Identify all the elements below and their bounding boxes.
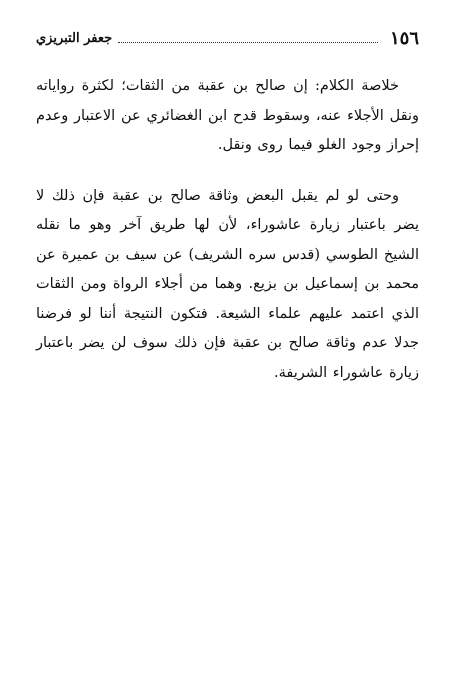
paragraph-conclusion: خلاصة الكلام: إن صالح بن عقبة من الثقات؛ لكثرة رواياته ونقل الأجلاء عنه، وسقوط قدح ابن الغضائري عن الاعتبار وعدم إحراز وجود الغلو فيما روى ونقل. — [36, 78, 419, 153]
header-dotted-leader — [118, 42, 378, 43]
body-text — [36, 72, 419, 388]
page-header — [36, 24, 419, 52]
paragraph-alternative-chain: وحتى لو لم يقبل البعض وثاقة صالح بن عقبة فإن ذلك لا يضر باعتبار زيارة عاشوراء، لأن لها طريق آخر وهو ما نقله الشيخ الطوسي (قدس سره الشريف) عن سيف بن عميرة عن محمد بن إسماعيل بن بزيع. وهما من أجلاء الرواة ومن الثقات الذي اعتمد عليهم علماء الشيعة. فتكون النتيجة أننا لو فرضنا جدلا عدم وثاقة صالح بن عقبة فإن ذلك سوف لن يضر باعتبار زيارة عاشوراء الشريفة. — [36, 187, 419, 381]
author-name: جعفر التبريزي — [36, 30, 113, 46]
page-number: ١٥٦ — [389, 27, 419, 49]
